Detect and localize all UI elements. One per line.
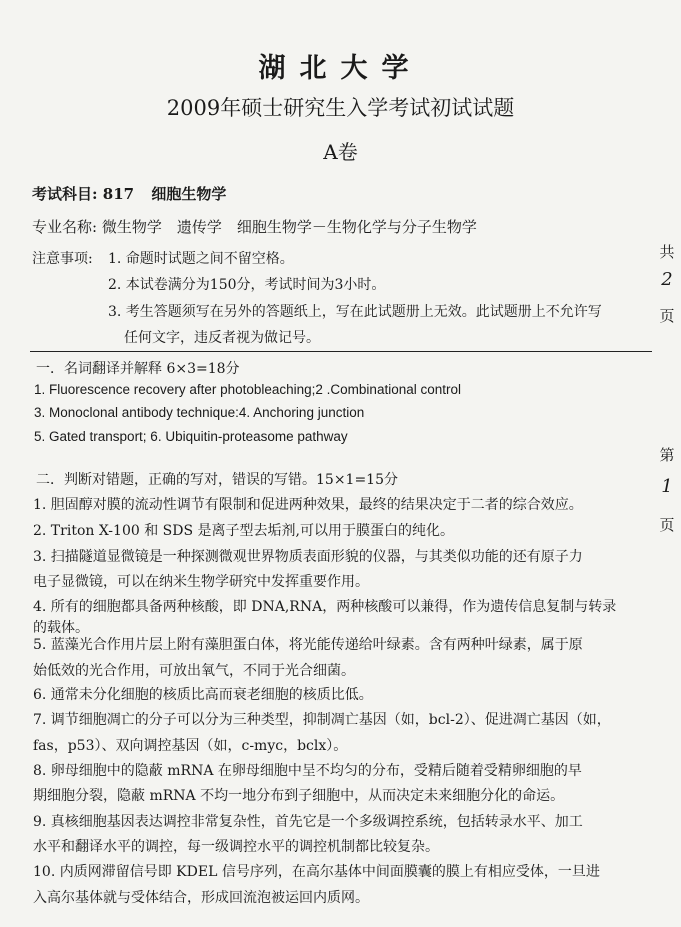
- question-line: 水平和翻译水平的调控，每一级调控水平的调控机制都比较复杂。: [33, 839, 439, 855]
- major-line: [32, 216, 477, 237]
- subject-code: 817: [102, 185, 135, 203]
- question-line: 6. 通常未分化细胞的核质比高而衰老细胞的核质比低。: [33, 687, 373, 703]
- paper-label: A卷: [323, 140, 358, 164]
- question-line: 9. 真核细胞基因表达调控非常复杂性，首先它是一个多级调控系统，包括转录水平、加工: [33, 814, 583, 830]
- margin-total-pages: 2: [661, 269, 673, 290]
- section-divider: [30, 351, 652, 352]
- margin-page-number: 1: [661, 476, 673, 497]
- question-line: 期细胞分裂，隐蔽 mRNA 不均一地分布到子细胞中，从而决定未来细胞分化的命运。: [33, 788, 565, 804]
- question-line: 4. 所有的细胞都具备两种核酸，即 DNA,RNA，两种核酸可以兼得，作为遗传信息复制与转录: [33, 599, 617, 615]
- major-label: 专业名称:: [32, 218, 98, 236]
- question-line: 入高尔基体就与受体结合，形成回流泡被运回内质网。: [33, 890, 369, 906]
- term-line: 3. Monoclonal antibody technique:4. Anchoring junction: [34, 405, 365, 420]
- notes-label: 注意事项:: [32, 251, 93, 267]
- question-line: 2. Triton X-100 和 SDS 是离子型去垢剂,可以用于膜蛋白的纯化。: [33, 523, 454, 539]
- question-line: 始低效的光合作用，可放出氧气，不同于光合细菌。: [33, 663, 355, 679]
- question-line: 10. 内质网滞留信号即 KDEL 信号序列，在高尔基体中间面膜囊的膜上有相应受体，一旦进: [33, 864, 600, 880]
- exam-title: 2009年硕士研究生入学考试初试试题: [166, 96, 515, 120]
- subject-name: 细胞生物学: [151, 185, 227, 203]
- section2-title: 二．判断对错题，正确的写对，错误的写错。15×1=15分: [36, 472, 398, 488]
- margin-page-char-2: 页: [659, 516, 675, 534]
- question-line: 电子显微镜，可以在纳米生物学研究中发挥重要作用。: [33, 574, 369, 590]
- question-line: 1. 胆固醇对膜的流动性调节有限制和促进两种效果，最终的结果决定于二者的综合效应。: [33, 497, 583, 513]
- question-line: 5. 蓝藻光合作用片层上附有藻胆蛋白体，将光能传递给叶绿素。含有两种叶绿素，属于原: [33, 637, 583, 653]
- question-line: 3. 扫描隧道显微镜是一种探测微观世界物质表面形貌的仪器，与其类似功能的还有原子力: [33, 549, 583, 565]
- question-line: 8. 卵母细胞中的隐蔽 mRNA 在卵母细胞中呈不均匀的分布，受精后随着受精卵细胞的早: [33, 763, 582, 779]
- margin-nth-char: 第: [659, 446, 675, 464]
- note-item: 1. 命题时试题之间不留空格。: [108, 251, 294, 267]
- subject-label: 考试科目:: [32, 185, 98, 203]
- note-item: 任何文字，违反者视为做记号。: [124, 330, 320, 346]
- margin-total-char: 共: [659, 243, 675, 261]
- term-line: 1. Fluorescence recovery after photobleaching;2 .Combinational control: [34, 382, 461, 397]
- note-item: 2. 本试卷满分为150分，考试时间为3小时。: [108, 277, 386, 293]
- term-line: 5. Gated transport; 6. Ubiquitin-proteasome pathway: [34, 429, 348, 444]
- major-names: 微生物学 遗传学 细胞生物学－生物化学与分子生物学: [101, 218, 477, 236]
- margin-page-char: 页: [659, 307, 675, 325]
- question-line: fas，p53）、双向调控基因（如，c-myc，bclx）。: [33, 738, 348, 754]
- subject-line: [32, 183, 226, 204]
- question-line: 7. 调节细胞凋亡的分子可以分为三种类型，抑制凋亡基因（如，bcl-2）、促进凋亡基因（如，: [33, 712, 611, 728]
- university-name: 湖北大学: [258, 53, 423, 84]
- note-item: 3. 考生答题须写在另外的答题纸上，写在此试题册上无效。此试题册上不允许写: [108, 304, 602, 320]
- question-line: 的载体。: [33, 620, 89, 636]
- section1-title: 一．名词翻译并解释 6×3=18分: [36, 361, 240, 377]
